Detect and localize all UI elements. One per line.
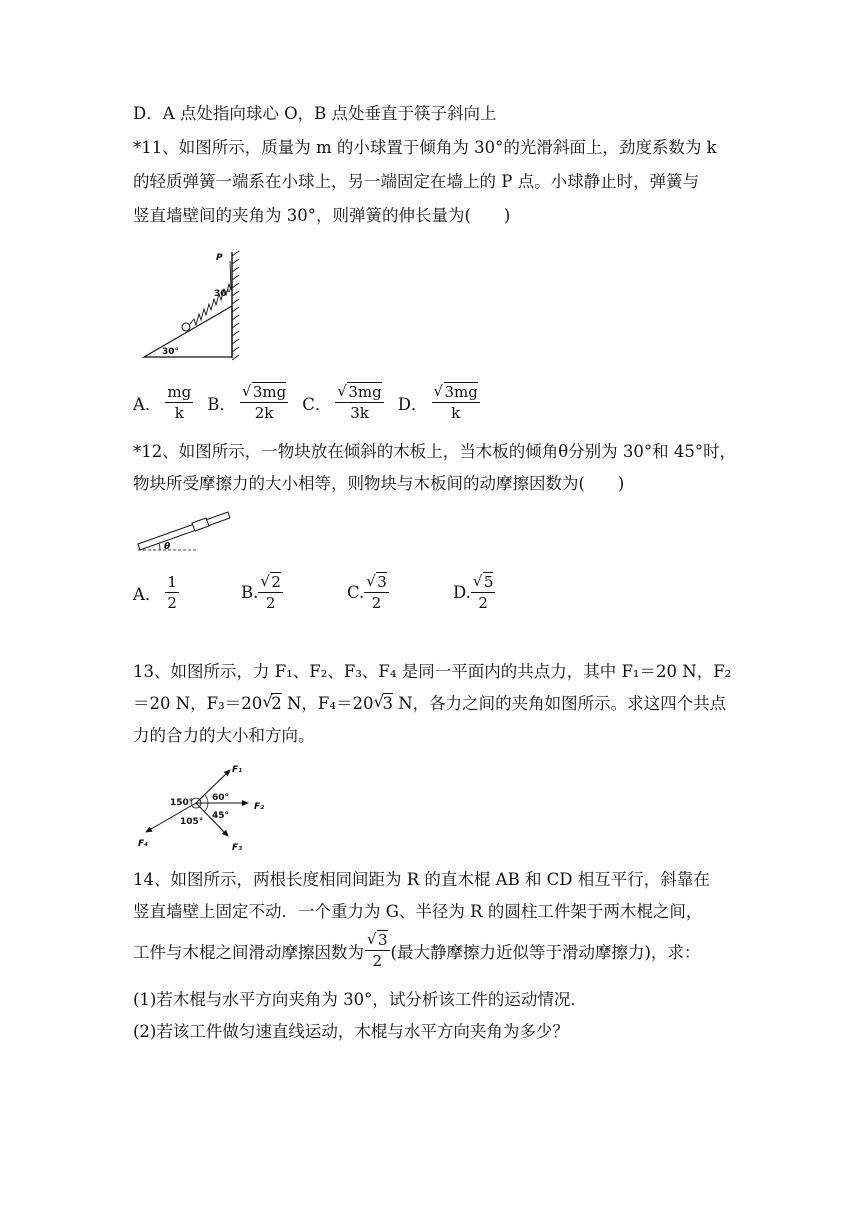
q12-stem-line-1: *12、如图所示，一物块放在倾斜的木板上，当木板的倾角θ分别为 30°和 45°时， bbox=[133, 442, 737, 461]
q11-stem-line-2: 的轻质弹簧一端系在小球上，另一端固定在墙上的 P 点。小球静止时，弹簧与 bbox=[133, 172, 700, 191]
q13-label-f1: F₁ bbox=[232, 765, 243, 775]
q11-option-b bbox=[207, 382, 292, 423]
q13-radicand-1: 2 bbox=[271, 694, 282, 713]
q13-label-f3: F₃ bbox=[232, 843, 243, 853]
fraction-denominator: 2 bbox=[167, 594, 177, 612]
fraction-numerator: mg bbox=[167, 383, 192, 401]
fraction-numerator: 3 bbox=[377, 573, 387, 591]
q13-label-45: 45° bbox=[212, 811, 230, 821]
q14-stem-line-1: 14、如图所示，两根长度相同间距为 R 的直木棍 AB 和 CD 相互平行，斜靠在 bbox=[133, 870, 710, 889]
q11-label-top-angle: 30° bbox=[214, 289, 232, 299]
q12-stem-line-2: 物块所受摩擦力的大小相等，则物块与木板间的动摩擦因数为( ) bbox=[133, 474, 625, 493]
fraction-denominator: k bbox=[451, 404, 461, 422]
q11-option-c bbox=[302, 382, 388, 423]
option-fraction: √ 3 2 bbox=[366, 572, 387, 612]
q14-friction-fraction: √ 3 2 bbox=[367, 930, 388, 970]
fraction-numerator: 3mg bbox=[348, 383, 382, 401]
option-fraction bbox=[165, 572, 179, 613]
fraction-denominator: 3k bbox=[350, 404, 369, 422]
option-letter: D． bbox=[397, 394, 428, 414]
q12-option-d bbox=[453, 572, 499, 613]
q14-stem-line-3 bbox=[133, 930, 700, 971]
q10-option-d: D．A 点处指向球心 O，B 点处垂直于筷子斜向上 bbox=[133, 104, 497, 123]
q12-incline-board-figure bbox=[134, 506, 238, 554]
option-fraction: √ 2 2 bbox=[260, 572, 281, 612]
q11-label-p: P bbox=[216, 253, 223, 263]
q12-option-a bbox=[133, 572, 241, 613]
q13-label-f4: F₄ bbox=[138, 839, 149, 849]
q13-label-60: 60° bbox=[212, 793, 230, 803]
fraction-denominator: k bbox=[174, 404, 184, 422]
option-fraction: √ 3mg 3k bbox=[337, 382, 382, 422]
q14-text-segment: 工件与木棍之间滑动摩擦因数为 bbox=[133, 942, 364, 962]
q13-text-segment: N，各力之间的夹角如图所示。求这四个共点 bbox=[393, 694, 727, 713]
option-fraction bbox=[165, 382, 193, 423]
q11-label-bottom-angle: 30° bbox=[162, 347, 180, 357]
fraction-denominator: 2 bbox=[265, 594, 276, 612]
fraction-numerator: 5 bbox=[483, 573, 494, 591]
fraction-numerator: 3mg bbox=[252, 383, 287, 401]
fraction-denominator: 2 bbox=[372, 952, 383, 970]
option-letter: D. bbox=[453, 583, 471, 602]
q13-label-f2: F₂ bbox=[254, 802, 265, 812]
q14-subquestion-1: (1)若木棍与水平方向夹角为 30°，试分析该工件的运动情况． bbox=[133, 990, 587, 1009]
option-fraction: √ 3mg 2k bbox=[241, 382, 287, 422]
q12-options bbox=[133, 572, 499, 613]
q13-text-segment: ＝20 N，F₃＝20 bbox=[133, 694, 263, 713]
q11-option-a bbox=[133, 382, 197, 423]
option-letter: A． bbox=[133, 584, 162, 604]
q14-stem-line-2: 竖直墙壁上固定不动．一个重力为 G、半径为 R 的圆柱工件架于两木棍之间， bbox=[133, 902, 703, 921]
fraction-denominator: 2 bbox=[371, 594, 382, 612]
option-fraction: √ 5 2 bbox=[472, 572, 494, 612]
q14-text-segment: (最大静摩擦力近似等于滑动摩擦力)，求： bbox=[390, 942, 701, 962]
q12-option-c bbox=[347, 572, 453, 613]
q13-label-150: 150° bbox=[170, 798, 194, 808]
fraction-numerator: 2 bbox=[271, 573, 281, 591]
option-letter: C． bbox=[302, 394, 332, 414]
option-letter: A． bbox=[133, 394, 162, 414]
q12-label-theta: θ bbox=[164, 542, 171, 552]
q11-incline-spring-figure bbox=[140, 246, 250, 366]
q13-stem-line-2: ＝20 N，F₃＝20 √ 2 N，F₄＝20 √ 3 N，各力之间的夹角如图所示。求这四个共点 bbox=[133, 692, 727, 713]
q14-subquestion-2: (2)若该工件做匀速直线运动，木棍与水平方向夹角为多少？ bbox=[133, 1022, 569, 1041]
option-letter: C. bbox=[347, 583, 365, 602]
fraction-numerator: 3 bbox=[378, 931, 388, 949]
q11-options bbox=[133, 382, 484, 423]
q13-text-segment: N，F₄＝20 bbox=[281, 694, 374, 713]
q13-force-diagram bbox=[136, 760, 272, 854]
option-letter: B． bbox=[207, 394, 236, 414]
q12-option-b bbox=[241, 572, 347, 613]
q11-stem-line-1: *11、如图所示，质量为 m 的小球置于倾角为 30°的光滑斜面上，劲度系数为 k bbox=[133, 138, 717, 157]
fraction-numerator: 1 bbox=[167, 573, 177, 591]
fraction-denominator: 2 bbox=[478, 594, 488, 612]
q11-option-d bbox=[398, 382, 484, 423]
fraction-numerator: 3mg bbox=[444, 383, 478, 401]
q13-stem-line-1: 13、如图所示，力 F₁、F₂、F₃、F₄ 是同一平面内的共点力，其中 F₁＝20 N，F₂ bbox=[133, 662, 732, 681]
q13-radicand-2: 3 bbox=[382, 694, 393, 713]
fraction-denominator: 2k bbox=[254, 404, 274, 422]
q13-label-105: 105° bbox=[180, 817, 204, 827]
option-letter: B. bbox=[241, 583, 259, 602]
q11-stem-line-3: 竖直墙壁间的夹角为 30°，则弹簧的伸长量为( ) bbox=[133, 206, 511, 225]
option-fraction: √ 3mg k bbox=[433, 382, 478, 422]
q13-stem-line-3: 力的合力的大小和方向。 bbox=[133, 726, 315, 745]
